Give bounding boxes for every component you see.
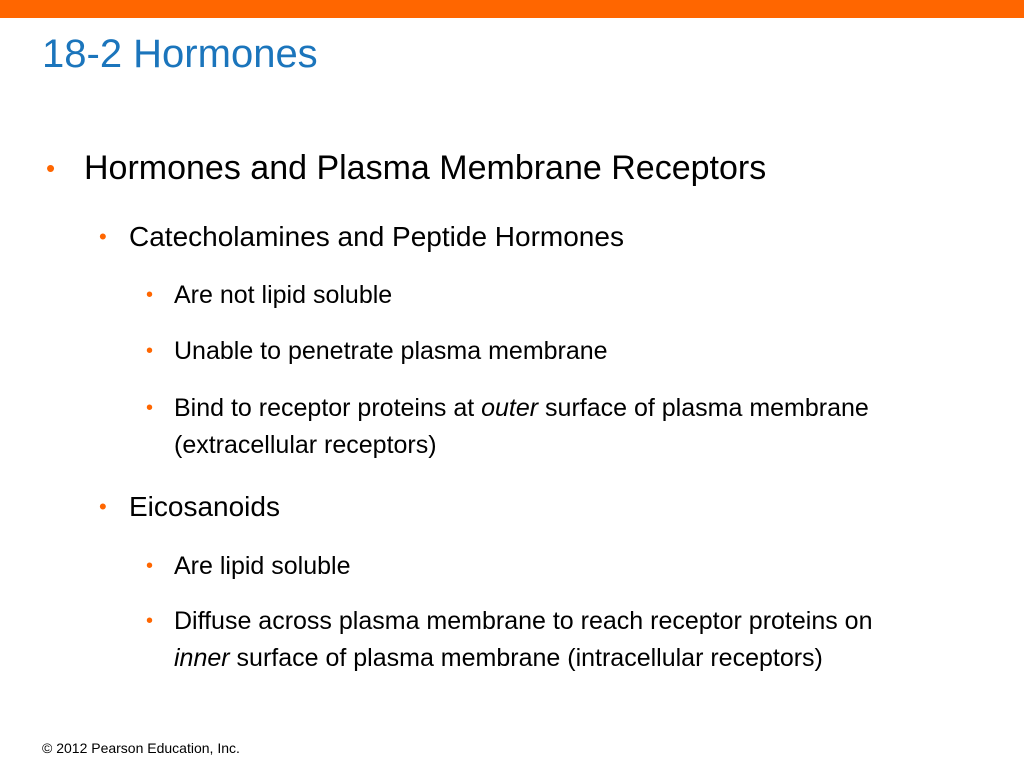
bullet-level3 [146, 390, 906, 464]
bullet-text-part: Diffuse across plasma membrane to reach receptor proteins on [174, 607, 873, 635]
bullet-dot-icon: • [146, 397, 154, 419]
bullet-level2 [99, 219, 979, 255]
bullet-text-part: surface of plasma membrane (intracellular receptors) [229, 644, 823, 672]
bullet-dot-icon: • [146, 610, 154, 632]
bullet-level3 [146, 277, 906, 314]
slide-title: 18-2 Hormones [42, 32, 318, 76]
bullet-dot-icon: • [146, 555, 154, 577]
bullet-level3 [146, 548, 906, 585]
bullet-text: Are not lipid soluble [174, 281, 393, 309]
bullet-text [174, 603, 906, 677]
bullet-dot-icon: • [146, 284, 154, 306]
top-accent-bar [0, 0, 1024, 18]
bullet-dot-icon: • [99, 224, 107, 249]
copyright-footer: © 2012 Pearson Education, Inc. [42, 740, 240, 756]
bullet-text-emphasis: inner [174, 644, 230, 672]
bullet-level1 [46, 147, 946, 189]
bullet-text-emphasis: outer [481, 394, 539, 422]
bullet-text [174, 390, 906, 464]
bullet-level3 [146, 333, 906, 370]
bullet-dot-icon: • [46, 153, 56, 183]
bullet-dot-icon: • [146, 340, 154, 362]
bullet-text: Catecholamines and Peptide Hormones [129, 221, 624, 252]
bullet-level2 [99, 489, 979, 525]
bullet-dot-icon: • [99, 494, 107, 519]
bullet-text: Hormones and Plasma Membrane Receptors [84, 149, 767, 187]
bullet-text: Eicosanoids [129, 491, 280, 522]
bullet-text: Are lipid soluble [174, 552, 351, 580]
bullet-level3 [146, 603, 906, 677]
bullet-text-part: surface of plasma membrane (extracellular receptors) [174, 394, 869, 459]
bullet-text-part: Bind to receptor proteins at [174, 394, 482, 422]
bullet-text: Unable to penetrate plasma membrane [174, 337, 608, 365]
